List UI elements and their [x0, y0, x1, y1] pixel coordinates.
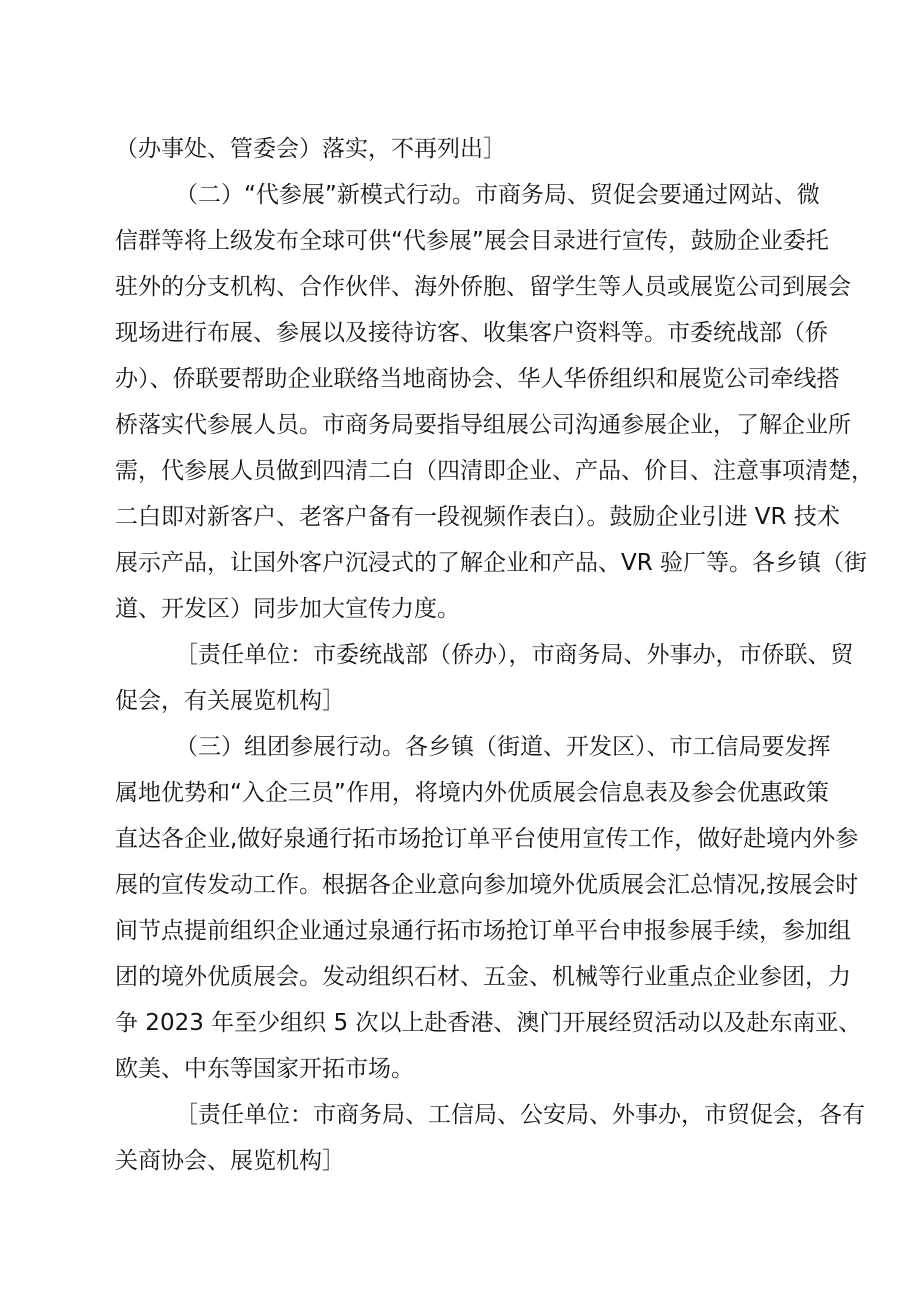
text-line: （办事处、管委会）落实，不再列出］: [115, 136, 506, 162]
text-line: 需，代参展人员做到四清二白（四清即企业、产品、价目、注意事项清楚，: [115, 458, 874, 484]
text-line: 二白即对新客户、老客户备有一段视频作表白）。鼓励企业引进 VR 技术: [115, 504, 840, 530]
text-line: 欧美、中东等国家开拓市场。: [115, 1056, 414, 1082]
text-line: 促会，有关展览机构］: [115, 688, 345, 714]
text-line: 间节点提前组织企业通过泉通行拓市场抢订单平台申报参展手续，参加组: [115, 918, 851, 944]
text-line: 属地优势和“入企三员”作用，将境内外优质展会信息表及参会优惠政策: [115, 780, 829, 806]
text-line: 道、开发区）同步加大宣传力度。: [115, 596, 460, 622]
text-line: 关商协会、展览机构］: [115, 1148, 345, 1174]
text-line: 争 2023 年至少组织 5 次以上赴香港、澳门开展经贸活动以及赴东南亚、: [115, 1010, 862, 1036]
text-line: ［责任单位：市委统战部（侨办），市商务局、外事办，市侨联、贸: [175, 642, 854, 668]
text-line: 团的境外优质展会。发动组织石材、五金、机械等行业重点企业参团，力: [115, 964, 851, 990]
text-line: 信群等将上级发布全球可供“代参展”展会目录进行宣传，鼓励企业委托: [115, 228, 829, 254]
text-line: 直达各企业,做好泉通行拓市场抢订单平台使用宣传工作，做好赴境内外参: [115, 826, 859, 852]
text-line: （三）组团参展行动。各乡镇（街道、开发区）、市工信局要发挥: [175, 734, 831, 760]
text-line: 展的宣传发动工作。根据各企业意向参加境外优质展会汇总情况,按展会时: [115, 872, 859, 898]
text-line: 桥落实代参展人员。市商务局要指导组展公司沟通参展企业，了解企业所: [115, 412, 851, 438]
text-line: 展示产品，让国外客户沉浸式的了解企业和产品、VR 验厂等。各乡镇（街: [115, 550, 868, 576]
text-line: 办）、侨联要帮助企业联络当地商协会、华人华侨组织和展览公司牵线搭: [115, 366, 840, 392]
text-line: 驻外的分支机构、合作伙伴、海外侨胞、留学生等人员或展览公司到展会: [115, 274, 851, 300]
text-line: （二）“代参展”新模式行动。市商务局、贸促会要通过网站、微: [175, 182, 820, 208]
text-line: ［责任单位：市商务局、工信局、公安局、外事办，市贸促会，各有: [175, 1102, 865, 1128]
text-line: 现场进行布展、参展以及接待访客、收集客户资料等。市委统战部（侨: [115, 320, 828, 346]
